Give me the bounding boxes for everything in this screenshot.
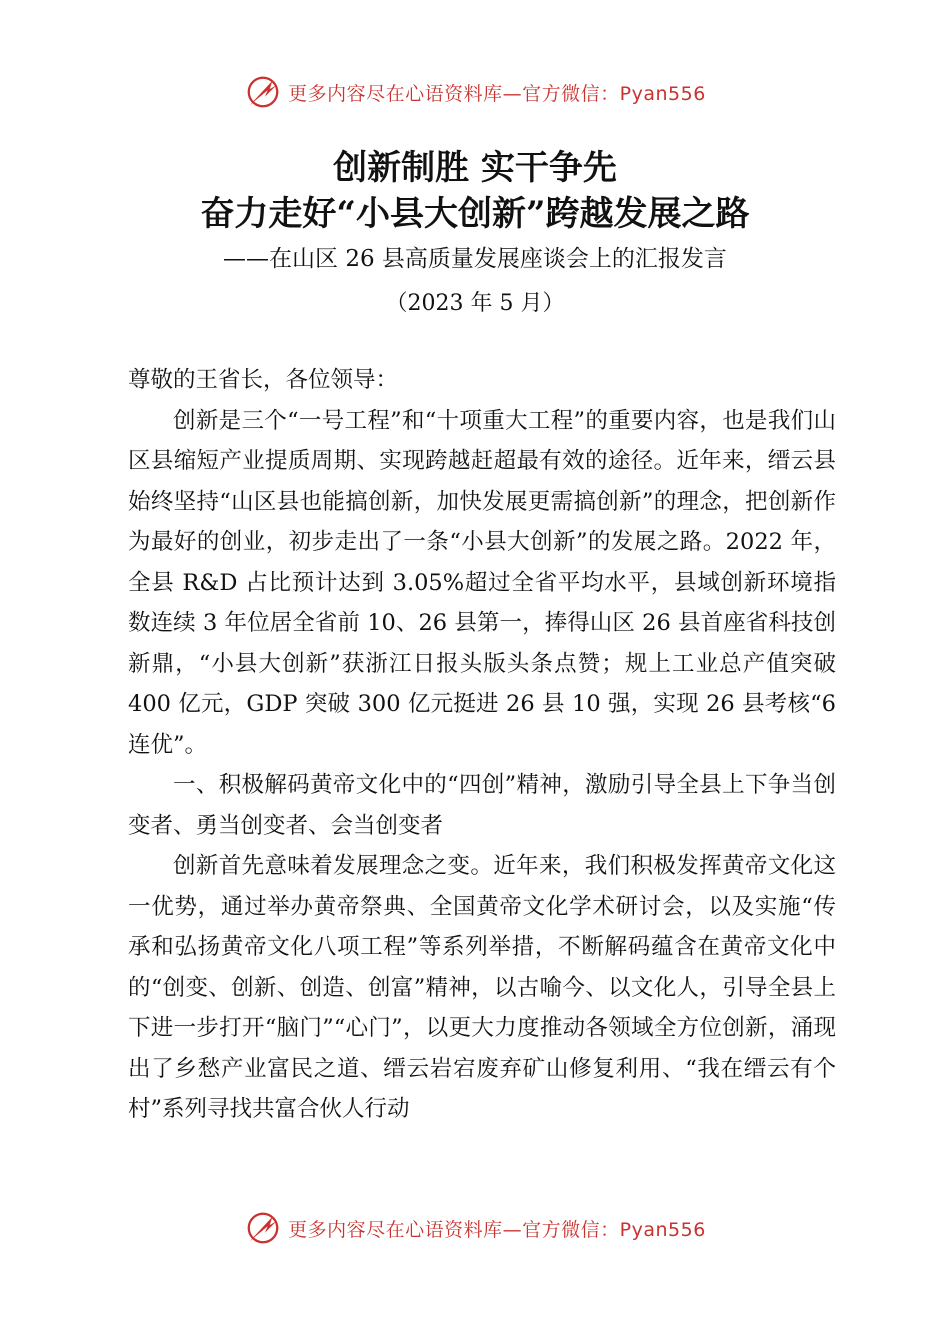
watermark-bottom (0, 1206, 950, 1250)
salutation: 尊敬的王省长，各位领导： (128, 367, 399, 393)
watermark-text: 更多内容尽在心语资料库—官方微信：Pyan556 (288, 1218, 706, 1241)
document-body (128, 360, 836, 1130)
quill-logo-icon (244, 1209, 282, 1247)
paragraph-section-1: 创新首先意味着发展理念之变。近年来，我们积极发挥黄帝文化这一优势，通过举办黄帝祭典、全国黄帝文化学术研讨会，以及实施“传承和弘扬黄帝文化八项工程”等系列举措，不断解码蕴含在黄帝文化中的“创变、创新、创造、创富”精神，以古喻今、以文化人，引导全县上下进一步打开“脑门”“心门”，以更大力度推动各领域全方位创新，涌现出了乡愁产业富民之道、缙云岩宕废弃矿山修复利用、“我在缙云有个村”系列寻找共富合伙人行动 (128, 853, 836, 1122)
watermark-text: 更多内容尽在心语资料库—官方微信：Pyan556 (288, 82, 706, 105)
title-line-1: 创新制胜 实干争先 (333, 148, 617, 188)
paragraph-intro: 创新是三个“一号工程”和“十项重大工程”的重要内容，也是我们山区县缩短产业提质周期、实现跨越赶超最有效的途径。近年来，缙云县始终坚持“山区县也能搞创新，加快发展更需搞创新”的理念，把创新作为最好的创业，初步走出了一条“小县大创新”的发展之路。2022 年，全县 R&D 占比预计达到 3.05%超过全省平均水平，县域创新环境指数连续 3 年位居全省前 10、26 县第一，捧得山区 26 县首座省科技创新鼎，“小县大创新”获浙江日报头版头条点赞；规上工业总产值突破 400 亿元，GDP 突破 300 亿元挺进 26 县 10 强，实现 26 县考核“6 连优”。 (128, 407, 836, 758)
watermark-top (0, 70, 950, 114)
subtitle: ——在山区 26 县高质量发展座谈会上的汇报发言 (223, 246, 727, 272)
date-line: （2023 年 5 月） (385, 291, 565, 316)
quill-logo-icon (244, 73, 282, 111)
section-heading-1: 一、积极解码黄帝文化中的“四创”精神，激励引导全县上下争当创变者、勇当创变者、会当创变者 (128, 772, 836, 839)
title-line-2: 奋力走好“小县大创新”跨越发展之路 (200, 194, 750, 234)
